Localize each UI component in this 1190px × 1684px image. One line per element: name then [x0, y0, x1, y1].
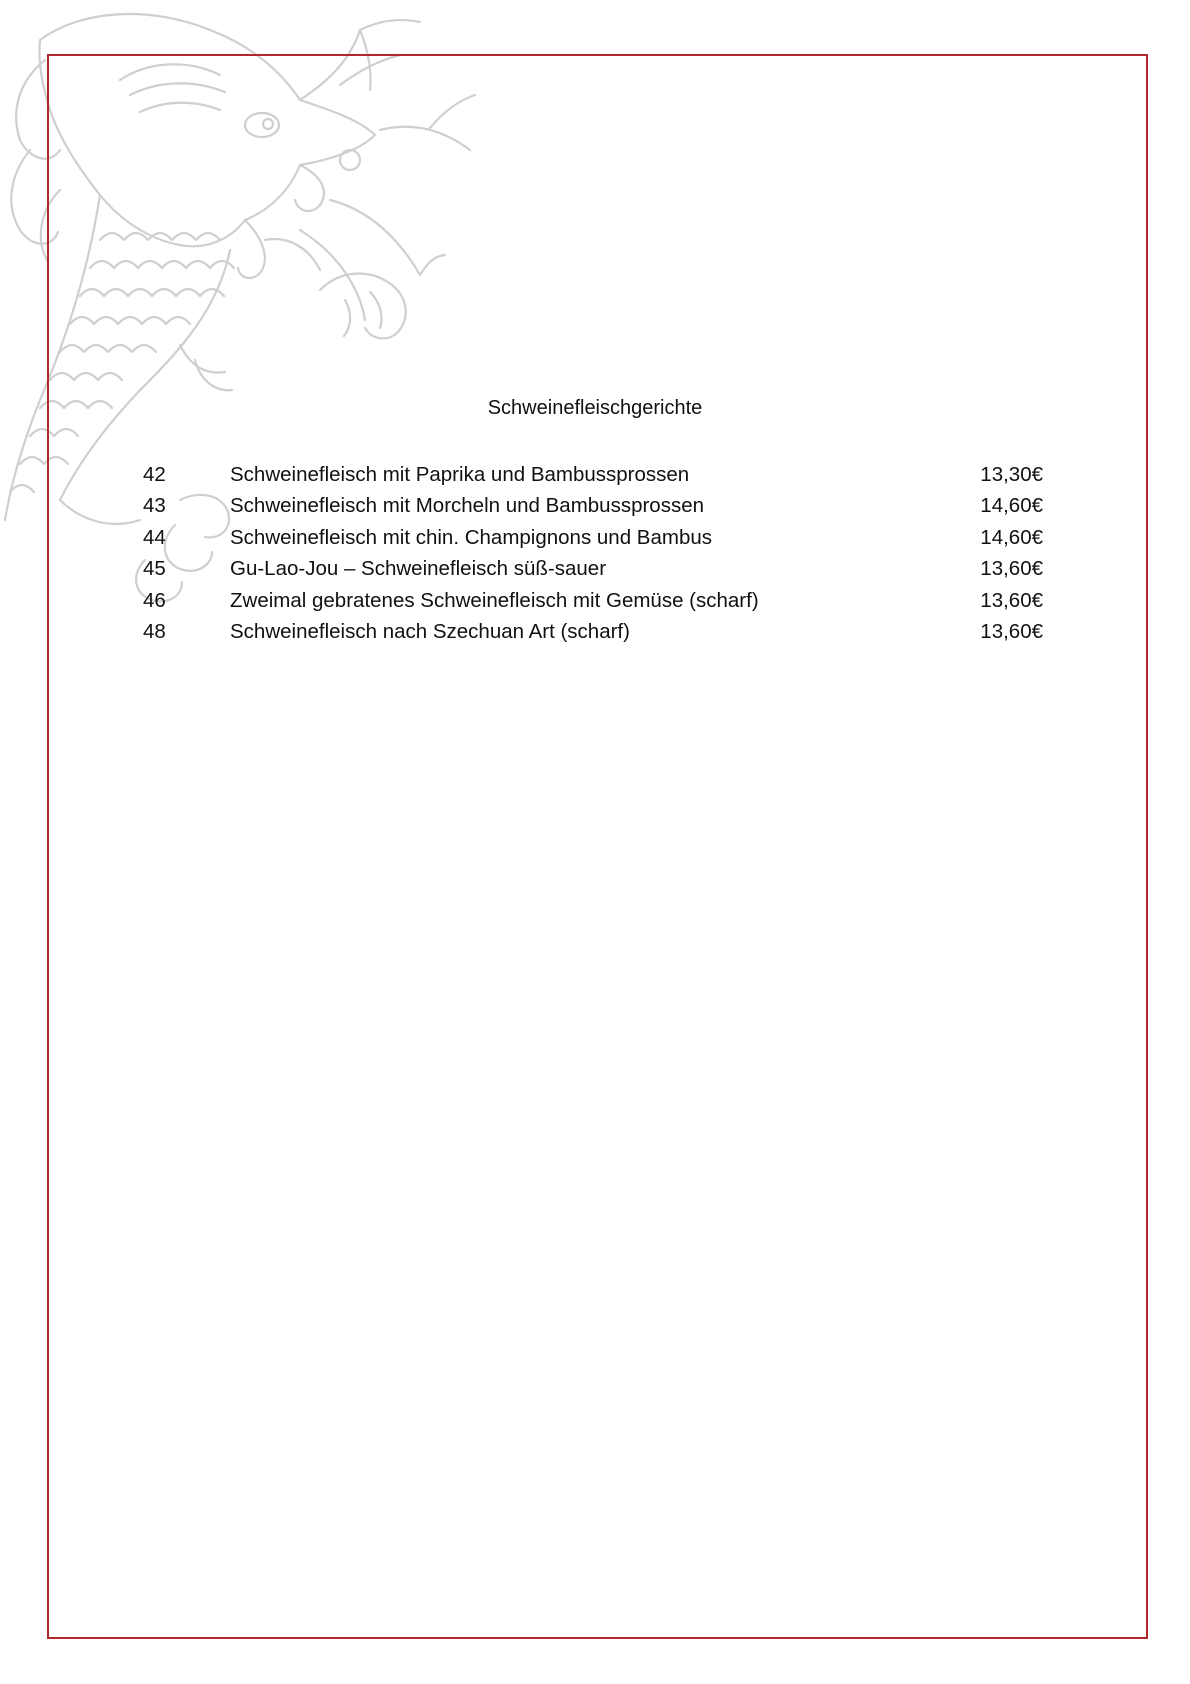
- section-title: Schweinefleischgerichte: [487, 397, 703, 419]
- menu-item: [143, 522, 1043, 553]
- menu-item: [143, 553, 1043, 584]
- item-price: 13,60€: [980, 557, 1043, 581]
- item-number: 43: [143, 494, 166, 518]
- item-price: 14,60€: [980, 525, 1043, 549]
- item-name: Schweinefleisch mit chin. Champignons und Bambus: [230, 525, 713, 549]
- item-number: 48: [143, 619, 166, 643]
- menu-item: [143, 616, 1043, 647]
- item-price: 14,60€: [980, 494, 1043, 518]
- menu-item: [143, 585, 1043, 616]
- item-price: 13,60€: [980, 588, 1043, 612]
- item-price: 13,30€: [980, 463, 1043, 486]
- item-number: 46: [143, 588, 166, 612]
- item-name: Schweinefleisch mit Morcheln und Bambussprossen: [230, 494, 705, 518]
- menu-item: [143, 490, 1043, 521]
- item-number: 45: [143, 557, 166, 581]
- item-number: 44: [143, 525, 166, 549]
- item-number: 42: [143, 463, 166, 486]
- item-price: 13,60€: [980, 619, 1043, 643]
- page-border: [47, 54, 1148, 1639]
- item-name: Schweinefleisch nach Szechuan Art (scharf): [230, 619, 630, 643]
- item-name: Gu-Lao-Jou – Schweinefleisch süß-sauer: [230, 557, 607, 581]
- item-name: Zweimal gebratenes Schweinefleisch mit Gemüse (scharf): [230, 588, 759, 612]
- menu-item: [143, 459, 1043, 490]
- item-name: Schweinefleisch mit Paprika und Bambussprossen: [230, 463, 690, 486]
- menu-list: [143, 459, 1043, 647]
